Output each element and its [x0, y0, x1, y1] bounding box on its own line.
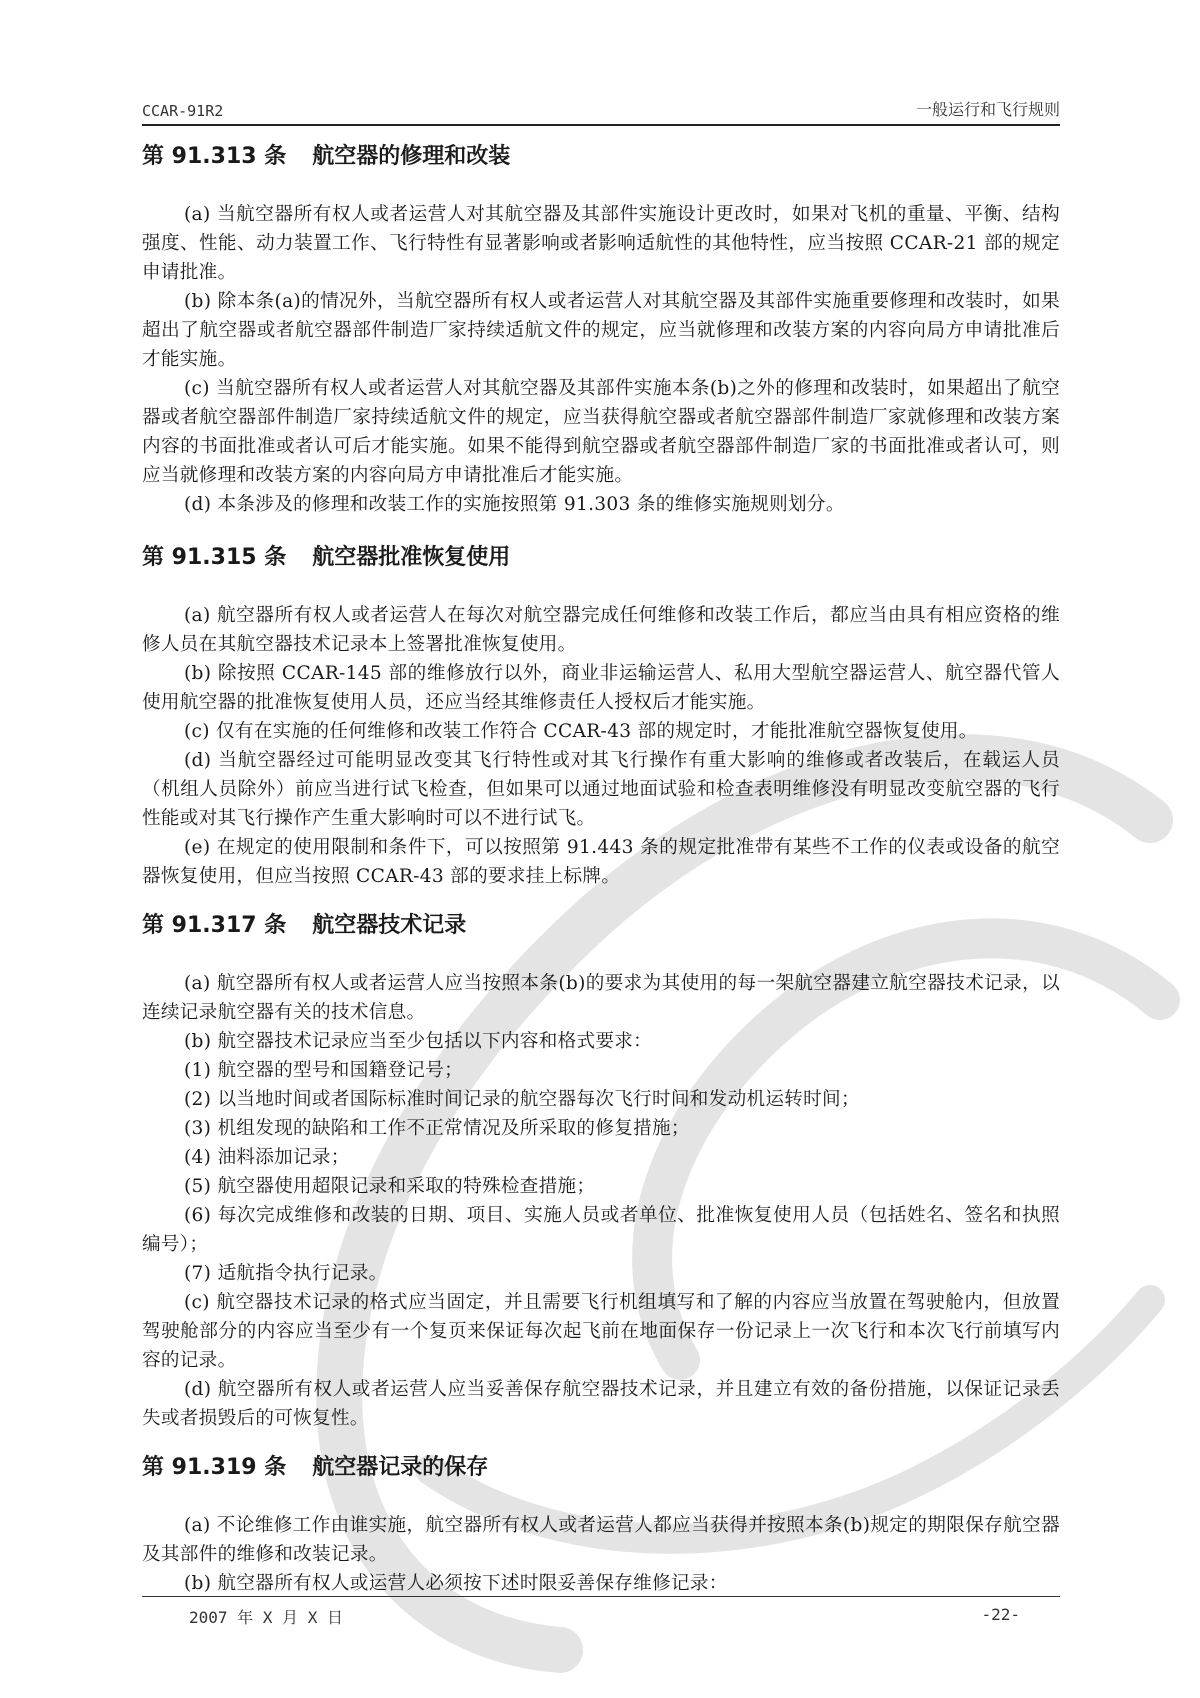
- section-91-313: [142, 140, 1060, 519]
- section-number: 第 91.313 条: [142, 144, 287, 169]
- page-number: -22-: [981, 1605, 1020, 1624]
- page-header: [142, 98, 1060, 126]
- section-title: 航空器批准恢复使用: [312, 545, 511, 570]
- paragraph: (b) 航空器技术记录应当至少包括以下内容和格式要求：: [184, 1031, 653, 1052]
- section-heading: [142, 909, 1060, 943]
- section-heading: [142, 1451, 1060, 1485]
- header-doc-code: CCAR-91R2: [142, 102, 224, 120]
- paragraph: (c) 仅有在实施的任何维修和改装工作符合 CCAR-43 部的规定时，才能批准航空器恢复使用。: [184, 721, 978, 742]
- list-item: (5) 航空器使用超限记录和采取的特殊检查措施；: [184, 1176, 596, 1197]
- footer-date: 2007 年 X 月 X 日: [189, 1608, 343, 1627]
- list-item: (7) 适航指令执行记录。: [184, 1263, 388, 1284]
- list-item: (3) 机组发现的缺陷和工作不正常情况及所采取的修复措施；: [184, 1118, 690, 1139]
- section-heading: [142, 541, 1060, 575]
- paragraph: (d) 航空器所有权人或者运营人应当妥善保存航空器技术记录，并且建立有效的备份措施，以保证记录丢失或者损毁后的可恢复性。: [142, 1379, 1060, 1429]
- section-91-319: [142, 1451, 1060, 1598]
- section-91-315: [142, 541, 1060, 891]
- section-number: 第 91.319 条: [142, 1455, 287, 1480]
- section-number: 第 91.315 条: [142, 545, 287, 570]
- header-doc-title: 一般运行和飞行规则: [915, 100, 1060, 119]
- paragraph: (d) 本条涉及的修理和改装工作的实施按照第 91.303 条的维修实施规则划分。: [184, 494, 845, 515]
- paragraph: (d) 当航空器经过可能明显改变其飞行特性或对其飞行操作有重大影响的维修或者改装后，在载运人员（机组人员除外）前应当进行试飞检查，但如果可以通过地面试验和检查表明维修没有明显改变航空器的飞行性能或对其飞行操作产生重大影响时可以不进行试飞。: [142, 750, 1060, 829]
- paragraph: (a) 当航空器所有权人或者运营人对其航空器及其部件实施设计更改时，如果对飞机的重量、平衡、结构强度、性能、动力装置工作、飞行特性有显著影响或者影响适航性的其他特性，应当按照 CCAR-21 部的规定申请批准。: [142, 204, 1060, 283]
- section-number: 第 91.317 条: [142, 913, 287, 938]
- list-item: (1) 航空器的型号和国籍登记号；: [184, 1060, 464, 1081]
- section-heading: [142, 140, 1060, 174]
- list-item: (2) 以当地时间或者国际标准时间记录的航空器每次飞行时间和发动机运转时间；: [184, 1089, 860, 1110]
- paragraph: (b) 除本条(a)的情况外，当航空器所有权人或者运营人对其航空器及其部件实施重要修理和改装时，如果超出了航空器或者航空器部件制造厂家持续适航文件的规定，应当就修理和改装方案的内容向局方申请批准后才能实施。: [142, 291, 1060, 370]
- paragraph: (b) 航空器所有权人或运营人必须按下述时限妥善保存维修记录：: [184, 1573, 728, 1594]
- section-title: 航空器记录的保存: [312, 1455, 489, 1480]
- paragraph: (e) 在规定的使用限制和条件下，可以按照第 91.443 条的规定批准带有某些不工作的仪表或设备的航空器恢复使用，但应当按照 CCAR-43 部的要求挂上标牌。: [142, 837, 1060, 887]
- paragraph: (c) 航空器技术记录的格式应当固定，并且需要飞行机组填写和了解的内容应当放置在驾驶舱内，但放置驾驶舱部分的内容应当至少有一个复页来保证每次起飞前在地面保存一份记录上一次飞行和本次飞行前填写内容的记录。: [142, 1292, 1060, 1371]
- section-91-317: [142, 909, 1060, 1433]
- list-item: (6) 每次完成维修和改装的日期、项目、实施人员或者单位、批准恢复使用人员（包括姓名、签名和执照编号）；: [142, 1205, 1060, 1255]
- section-title: 航空器的修理和改装: [312, 144, 511, 169]
- paragraph: (b) 除按照 CCAR-145 部的维修放行以外，商业非运输运营人、私用大型航空器运营人、航空器代管人使用航空器的批准恢复使用人员，还应当经其维修责任人授权后才能实施。: [142, 663, 1060, 713]
- paragraph: (a) 不论维修工作由谁实施，航空器所有权人或者运营人都应当获得并按照本条(b)规定的期限保存航空器及其部件的维修和改装记录。: [142, 1515, 1060, 1565]
- document-body: [142, 140, 1060, 1616]
- page-footer: [142, 1596, 1060, 1627]
- paragraph: (c) 当航空器所有权人或者运营人对其航空器及其部件实施本条(b)之外的修理和改装时，如果超出了航空器或者航空器部件制造厂家持续适航文件的规定，应当获得航空器或者航空器部件制造厂家就修理和改装方案内容的书面批准或者认可后才能实施。如果不能得到航空器或者航空器部件制造厂家的书面批准或者认可，则应当就修理和改装方案的内容向局方申请批准后才能实施。: [142, 378, 1060, 486]
- paragraph: (a) 航空器所有权人或者运营人在每次对航空器完成任何维修和改装工作后，都应当由具有相应资格的维修人员在其航空器技术记录本上签署批准恢复使用。: [142, 605, 1060, 655]
- list-item: (4) 油料添加记录；: [184, 1147, 350, 1168]
- paragraph: (a) 航空器所有权人或者运营人应当按照本条(b)的要求为其使用的每一架航空器建立航空器技术记录，以连续记录航空器有关的技术信息。: [142, 973, 1060, 1023]
- section-title: 航空器技术记录: [312, 913, 467, 938]
